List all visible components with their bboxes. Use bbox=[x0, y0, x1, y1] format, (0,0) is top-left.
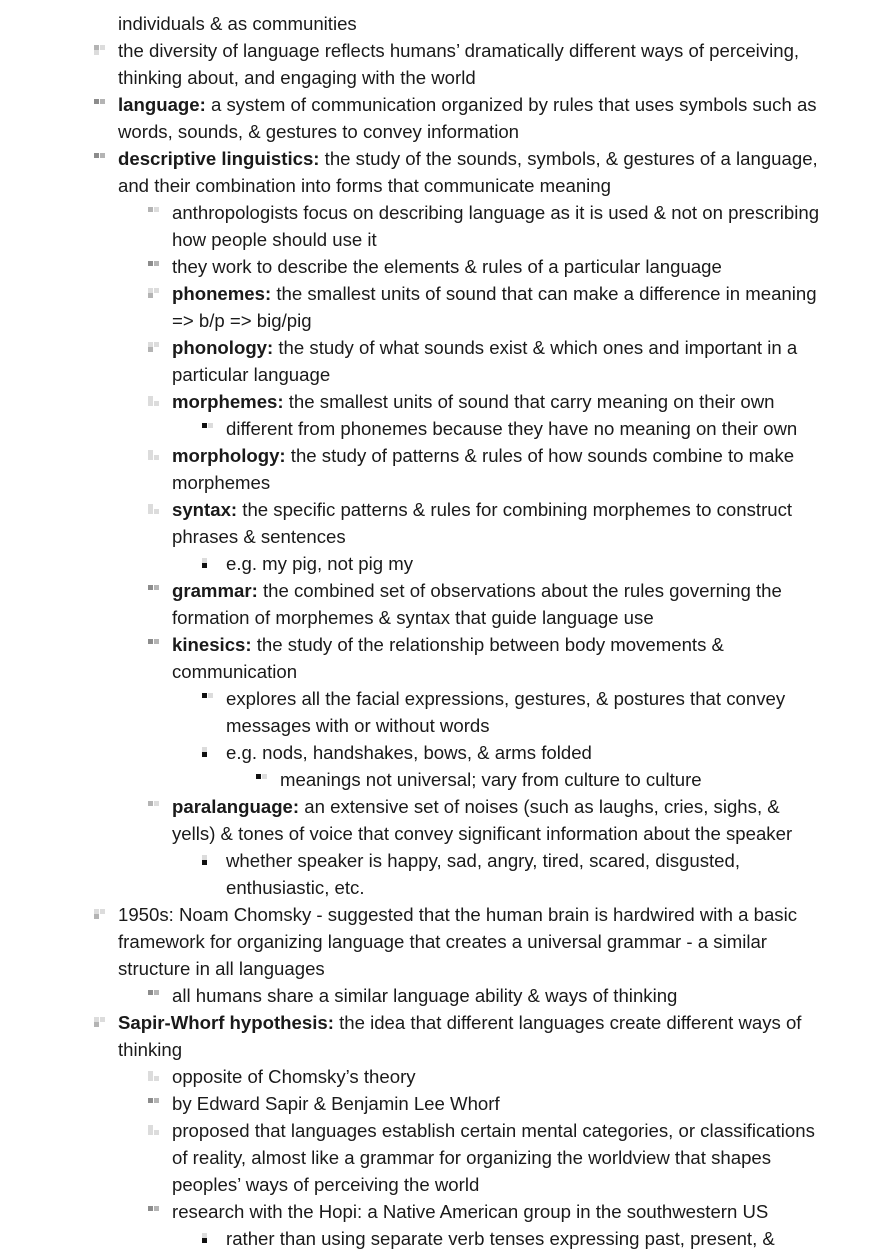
item-text bbox=[226, 415, 820, 442]
item-text bbox=[172, 793, 820, 847]
term-label: kinesics: bbox=[172, 634, 252, 655]
bullet-icon bbox=[94, 99, 108, 109]
term-label: descriptive linguistics: bbox=[118, 148, 320, 169]
bullet-icon bbox=[94, 1017, 108, 1027]
item-text bbox=[280, 766, 820, 793]
item-text bbox=[172, 280, 820, 334]
bullet-icon bbox=[148, 288, 162, 298]
bullet-icon bbox=[94, 909, 108, 919]
item-text bbox=[172, 334, 820, 388]
bullet-icon bbox=[148, 504, 162, 514]
list-item bbox=[0, 1117, 820, 1198]
item-description: rather than using separate verb tenses expressing past, present, & bbox=[226, 1228, 775, 1249]
list-item bbox=[0, 1225, 820, 1252]
list-item bbox=[0, 145, 818, 199]
item-description: the study of what sounds exist & which ones and important in a particular language bbox=[172, 337, 798, 385]
term-label: morphology: bbox=[172, 445, 286, 466]
bullet-icon bbox=[148, 585, 162, 595]
item-description: the study of the relationship between body movements & communication bbox=[172, 634, 724, 682]
list-item bbox=[0, 496, 820, 550]
list-item bbox=[0, 253, 820, 280]
item-text bbox=[172, 1090, 820, 1117]
item-description: individuals & as communities bbox=[118, 13, 357, 34]
list-item bbox=[0, 442, 820, 496]
bullet-icon bbox=[94, 45, 108, 55]
item-text bbox=[172, 1198, 820, 1225]
list-item bbox=[0, 901, 818, 982]
list-item bbox=[0, 685, 820, 739]
item-text bbox=[118, 901, 818, 982]
item-text bbox=[226, 685, 820, 739]
bullet-icon bbox=[202, 693, 216, 703]
list-item bbox=[0, 793, 820, 847]
item-description: the idea that different languages create different ways of thinking bbox=[118, 1012, 802, 1060]
bullet-icon bbox=[202, 423, 216, 433]
item-text bbox=[172, 253, 820, 280]
item-description: e.g. my pig, not pig my bbox=[226, 553, 414, 574]
list-item bbox=[0, 388, 820, 415]
bullet-icon bbox=[148, 342, 162, 352]
list-item bbox=[0, 631, 820, 685]
item-text bbox=[172, 388, 820, 415]
item-text bbox=[172, 1063, 820, 1090]
bullet-icon bbox=[202, 558, 216, 568]
bullet-icon bbox=[148, 1071, 162, 1081]
notes-outline bbox=[0, 10, 880, 1252]
item-description: the specific patterns & rules for combining morphemes to construct phrases & sentences bbox=[172, 499, 793, 547]
item-text bbox=[118, 1009, 818, 1063]
list-item bbox=[0, 1090, 820, 1117]
list-item bbox=[0, 550, 820, 577]
term-label: paralanguage: bbox=[172, 796, 300, 817]
list-item bbox=[0, 1198, 820, 1225]
bullet-icon bbox=[148, 801, 162, 811]
term-label: phonemes: bbox=[172, 283, 272, 304]
item-description: explores all the facial expressions, gestures, & postures that convey messages with or without words bbox=[226, 688, 786, 736]
item-description: different from phonemes because they have no meaning on their own bbox=[226, 418, 798, 439]
bullet-icon bbox=[148, 207, 162, 217]
item-description: anthropologists focus on describing language as it is used & not on prescribing how people should use it bbox=[172, 202, 820, 250]
bullet-icon bbox=[148, 1125, 162, 1135]
bullet-icon bbox=[148, 396, 162, 406]
item-description: whether speaker is happy, sad, angry, tired, scared, disgusted, enthusiastic, etc. bbox=[226, 850, 741, 898]
list-item bbox=[0, 577, 820, 631]
item-description: research with the Hopi: a Native American group in the southwestern US bbox=[172, 1201, 769, 1222]
list-item bbox=[0, 91, 818, 145]
bullet-icon bbox=[202, 855, 216, 865]
item-description: by Edward Sapir & Benjamin Lee Whorf bbox=[172, 1093, 500, 1114]
term-label: morphemes: bbox=[172, 391, 284, 412]
item-description: the diversity of language reflects humans’ dramatically different ways of perceiving, thinking about, and engaging with the world bbox=[118, 40, 800, 88]
list-item bbox=[0, 37, 818, 91]
list-item bbox=[0, 1009, 818, 1063]
item-description: e.g. nods, handshakes, bows, & arms folded bbox=[226, 742, 592, 763]
item-text bbox=[172, 577, 820, 631]
item-text bbox=[118, 91, 818, 145]
list-item bbox=[0, 199, 820, 253]
bullet-icon bbox=[148, 990, 162, 1000]
list-item bbox=[0, 10, 818, 37]
term-label: grammar: bbox=[172, 580, 258, 601]
item-text bbox=[118, 37, 818, 91]
bullet-icon bbox=[256, 774, 270, 784]
item-description: opposite of Chomsky’s theory bbox=[172, 1066, 416, 1087]
item-text bbox=[172, 442, 820, 496]
item-description: the study of the sounds, symbols, & gestures of a language, and their combination into forms that communicate meaning bbox=[118, 148, 818, 196]
bullet-icon bbox=[148, 1098, 162, 1108]
item-description: proposed that languages establish certain mental categories, or classifications of reality, almost like a grammar for organizing the worldview that shapes peoples’ ways of perceiving the world bbox=[172, 1120, 815, 1195]
item-description: the smallest units of sound that carry meaning on their own bbox=[283, 391, 775, 412]
item-description: the study of patterns & rules of how sounds combine to make morphemes bbox=[172, 445, 795, 493]
item-description: the smallest units of sound that can make a difference in meaning => b/p => big/pig bbox=[172, 283, 817, 331]
item-text bbox=[172, 496, 820, 550]
item-description: the combined set of observations about the rules governing the formation of morphemes & syntax that guide language use bbox=[172, 580, 782, 628]
item-description: an extensive set of noises (such as laughs, cries, sighs, & yells) & tones of voice that convey significant information about the speaker bbox=[172, 796, 793, 844]
item-text bbox=[118, 10, 818, 37]
list-item bbox=[0, 766, 820, 793]
bullet-icon bbox=[148, 261, 162, 271]
item-text bbox=[226, 847, 820, 901]
bullet-icon bbox=[148, 450, 162, 460]
list-item bbox=[0, 847, 820, 901]
item-text bbox=[118, 145, 818, 199]
term-label: Sapir-Whorf hypothesis: bbox=[118, 1012, 334, 1033]
list-item bbox=[0, 280, 820, 334]
item-description: meanings not universal; vary from culture to culture bbox=[280, 769, 702, 790]
item-description: they work to describe the elements & rules of a particular language bbox=[172, 256, 722, 277]
item-description: 1950s: Noam Chomsky - suggested that the human brain is hardwired with a basic framework for organizing language that creates a universal grammar - a similar structure in all languages bbox=[118, 904, 798, 979]
item-text bbox=[172, 199, 820, 253]
item-text bbox=[172, 1117, 820, 1198]
term-label: language: bbox=[118, 94, 206, 115]
term-label: syntax: bbox=[172, 499, 238, 520]
item-text bbox=[226, 739, 820, 766]
list-item bbox=[0, 982, 820, 1009]
bullet-icon bbox=[148, 1206, 162, 1216]
bullet-icon bbox=[94, 153, 108, 163]
item-text bbox=[172, 982, 820, 1009]
list-item bbox=[0, 1063, 820, 1090]
list-item bbox=[0, 739, 820, 766]
list-item bbox=[0, 415, 820, 442]
bullet-icon bbox=[202, 1233, 216, 1243]
item-text bbox=[172, 631, 820, 685]
bullet-icon bbox=[148, 639, 162, 649]
bullet-icon bbox=[202, 747, 216, 757]
term-label: phonology: bbox=[172, 337, 274, 358]
item-text bbox=[226, 550, 820, 577]
item-description: all humans share a similar language ability & ways of thinking bbox=[172, 985, 678, 1006]
list-item bbox=[0, 334, 820, 388]
item-text bbox=[226, 1225, 820, 1252]
item-description: a system of communication organized by rules that uses symbols such as words, sounds, & gestures to convey information bbox=[118, 94, 817, 142]
